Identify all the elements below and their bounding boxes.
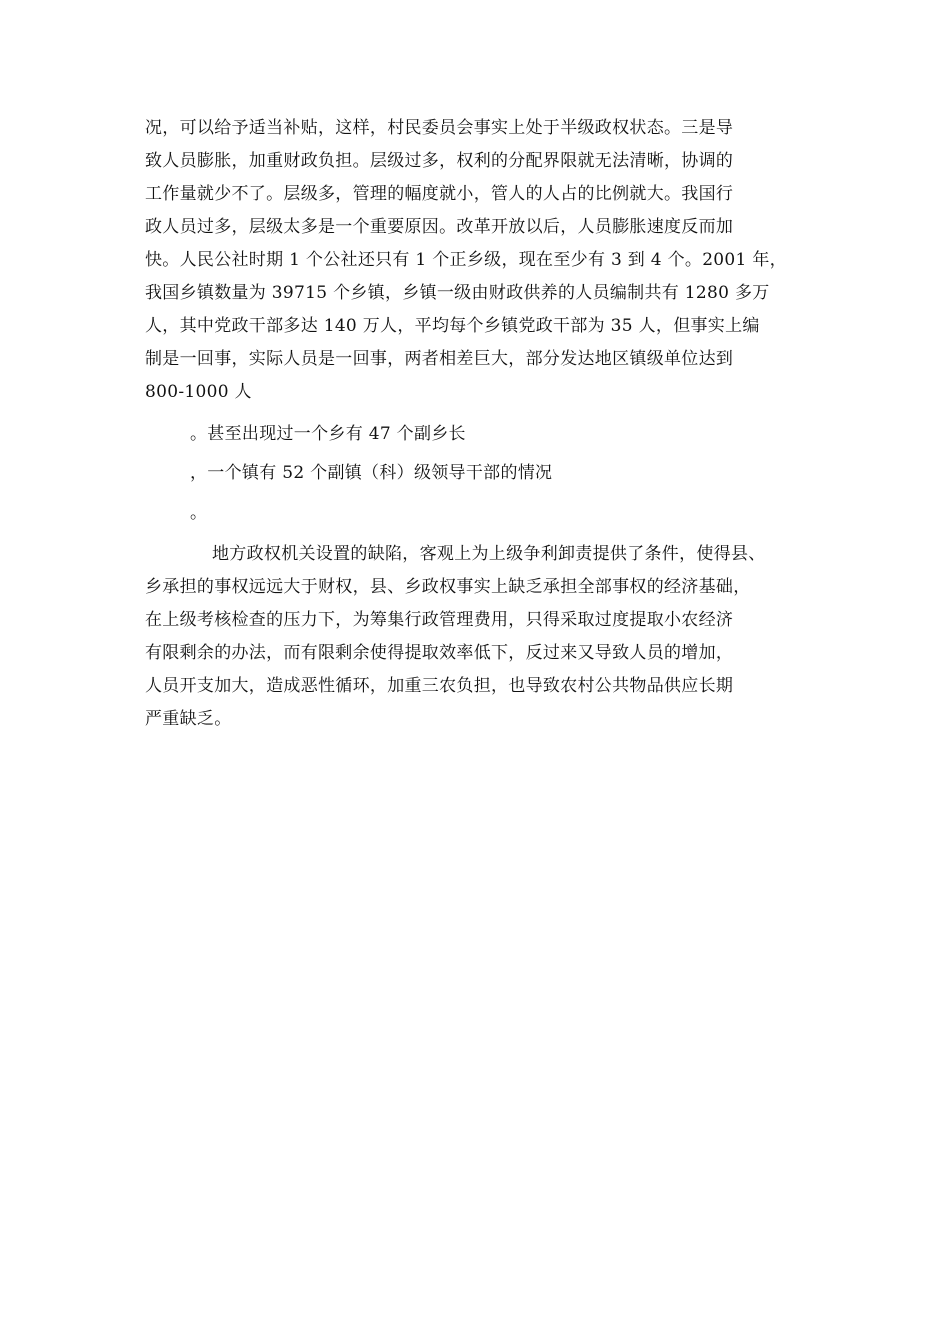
paragraph-2-line: 人员开支加大，造成恶性循环，加重三农负担，也导致农村公共物品供应长期 xyxy=(145,676,734,696)
paragraph-1-line: 制是一回事，实际人员是一回事，两者相差巨大，部分发达地区镇级单位达到 xyxy=(145,349,734,369)
paragraph-2-line: 在上级考核检查的压力下，为筹集行政管理费用，只得采取过度提取小农经济 xyxy=(145,610,734,630)
paragraph-2-line: 有限剩余的办法，而有限剩余使得提取效率低下，反过来又导致人员的增加， xyxy=(145,643,734,663)
paragraph-1-line: 况，可以给予适当补贴，这样，村民委员会事实上处于半级政权状态。三是导 xyxy=(145,118,734,138)
fragment-line: ，一个镇有 52 个副镇（科）级领导干部的情况 xyxy=(190,463,553,483)
paragraph-1-line: 工作量就少不了。层级多，管理的幅度就小，管人的人占的比例就大。我国行 xyxy=(145,184,734,204)
paragraph-1-line: 800-1000 人 xyxy=(145,382,252,402)
paragraph-1-line: 致人员膨胀，加重财政负担。层级过多，权利的分配界限就无法清晰，协调的 xyxy=(145,151,734,171)
fragment-line: 。甚至出现过一个乡有 47 个副乡长 xyxy=(190,424,466,444)
paragraph-1-line: 政人员过多，层级太多是一个重要原因。改革开放以后，人员膨胀速度反而加 xyxy=(145,217,734,237)
paragraph-2-line: 地方政权机关设置的缺陷，客观上为上级争利卸责提供了条件，使得县、 xyxy=(212,544,766,564)
paragraph-1-line: 快。人民公社时期 1 个公社还只有 1 个正乡级，现在至少有 3 到 4 个。2001 年， xyxy=(145,250,787,270)
paragraph-1-line: 我国乡镇数量为 39715 个乡镇，乡镇一级由财政供养的人员编制共有 1280 多万 xyxy=(145,283,770,303)
paragraph-2-line: 严重缺乏。 xyxy=(145,709,232,729)
fragment-line: 。 xyxy=(190,503,208,523)
paragraph-1-line: 人，其中党政干部多达 140 万人，平均每个乡镇党政干部为 35 人，但事实上编 xyxy=(145,316,760,336)
paragraph-2-line: 乡承担的事权远远大于财权，县、乡政权事实上缺乏承担全部事权的经济基础， xyxy=(145,577,751,597)
